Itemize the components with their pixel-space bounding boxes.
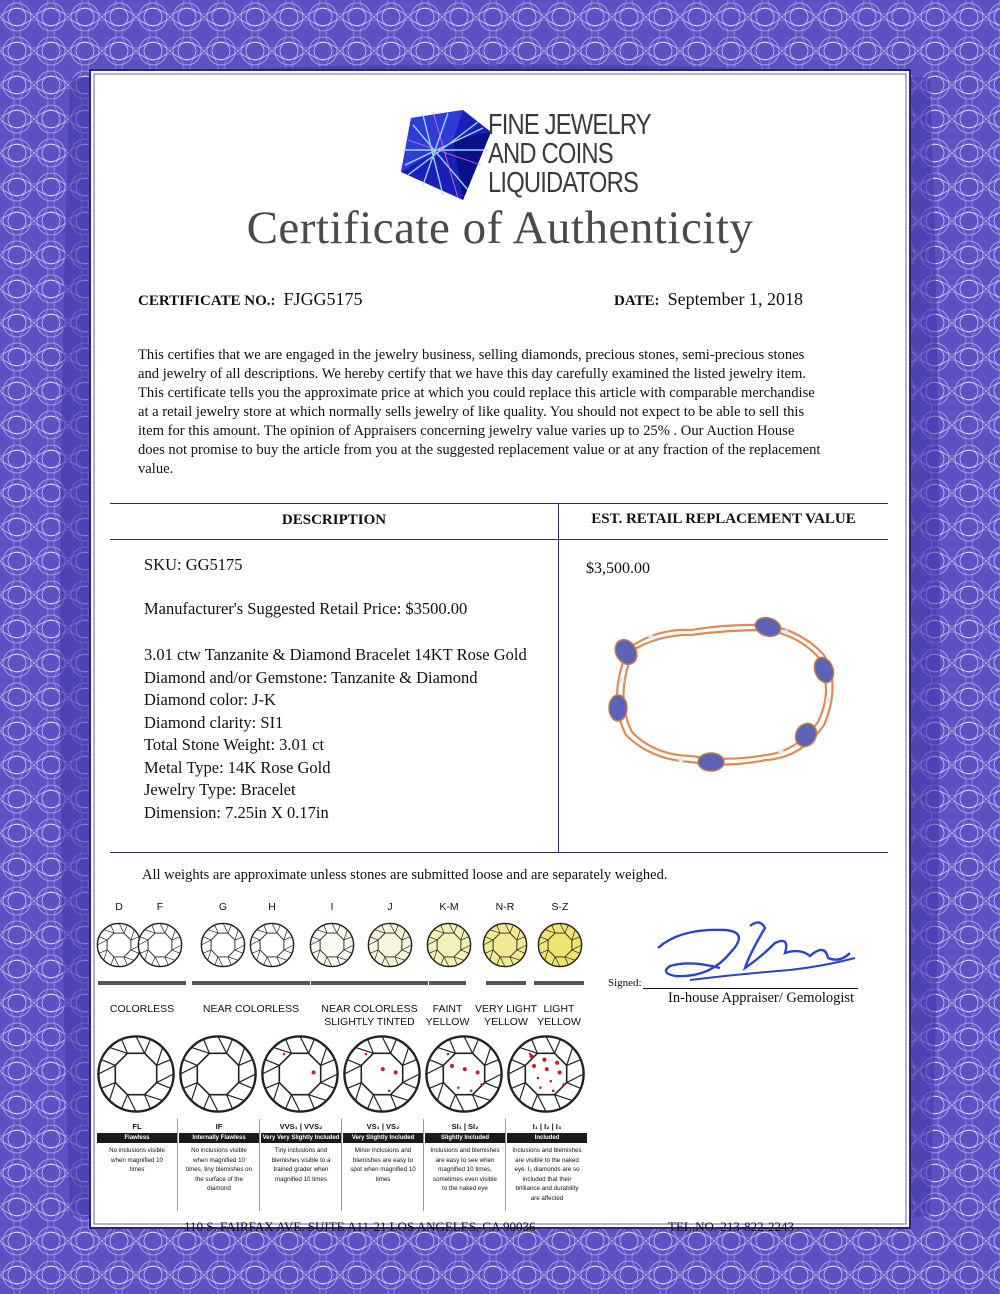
weights-note: All weights are approximate unless stones are submitted loose and are separately weighed. bbox=[142, 867, 668, 883]
signed-label: Signed: bbox=[608, 977, 642, 989]
appraiser-title: In-house Appraiser/ Gemologist bbox=[668, 990, 855, 1006]
color-grade-letter: K-M bbox=[439, 901, 459, 913]
clarity-diamond-icon bbox=[178, 1034, 258, 1119]
detail-line: Diamond color: J-K bbox=[144, 690, 276, 709]
color-grade-letter: D bbox=[115, 901, 123, 913]
clarity-description: Inclusions and blemishes are visible to the naked eye. I₃ diamonds are so included that their brilliance and durability are affected bbox=[512, 1147, 582, 1202]
table-top-rule bbox=[110, 503, 888, 504]
clarity-grade-name: Internally Flawless bbox=[179, 1133, 259, 1143]
footer-phone: TEL.NO. 213-822-2243 bbox=[668, 1219, 795, 1234]
detail-line: Diamond clarity: SI1 bbox=[144, 712, 284, 732]
color-group-bar bbox=[311, 981, 428, 985]
clarity-grade: VS₁ | VS₂ bbox=[366, 1122, 400, 1131]
description-header: DESCRIPTION bbox=[281, 512, 387, 528]
color-group-label: VERY LIGHT YELLOW bbox=[474, 1003, 538, 1028]
page-title: Certificate of Authenticity bbox=[246, 202, 754, 254]
clarity-grade-name: Flawless bbox=[97, 1133, 177, 1143]
clarity-diamond-icon bbox=[342, 1034, 422, 1119]
clarity-grade: FL bbox=[132, 1122, 142, 1131]
footer-address: 110 S. FAIRFAX AVE. SUITE A11-21 LOS ANGELES, CA 90036 bbox=[184, 1219, 536, 1234]
certificate-date-row bbox=[614, 289, 803, 310]
clarity-grade: IF bbox=[215, 1122, 223, 1131]
replacement-value: $3,500.00 bbox=[586, 560, 650, 577]
clarity-description: Minor inclusions and blemishes are easy to spot when magnified 10 times bbox=[350, 1147, 416, 1183]
value-header: EST. RETAIL REPLACEMENT VALUE bbox=[591, 511, 856, 527]
intro-line: This certificate tells you the approximate price at which you could replace this article with comparable merchandise bbox=[138, 385, 815, 401]
intro-line: does not promise to buy the article from you at the suggested replacement value or at any fraction of the replacement bbox=[138, 442, 821, 458]
color-group-label: NEAR COLORLESS bbox=[202, 1003, 300, 1015]
intro-paragraph bbox=[138, 346, 898, 479]
clarity-grade-name: Very Slightly Included bbox=[343, 1133, 423, 1143]
color-grade-diamond-icon bbox=[537, 922, 583, 973]
color-group-bar bbox=[98, 981, 186, 985]
table-column-divider bbox=[558, 503, 559, 853]
intro-line: value. bbox=[138, 461, 174, 477]
brand-name-line3: LIQUIDATORS bbox=[488, 167, 638, 199]
msrp: Manufacturer's Suggested Retail Price: $3500.00 bbox=[144, 599, 468, 618]
color-group-label: FAINT YELLOW bbox=[425, 1003, 470, 1028]
brand-name-line1: FINE JEWELRY bbox=[488, 109, 651, 141]
intro-line: and jewelry of all descriptions. We hereby certify that we have this day carefully examined the listed jewelry item. bbox=[138, 366, 807, 382]
color-group-label: COLORLESS bbox=[109, 1003, 175, 1015]
sku: SKU: GG5175 bbox=[144, 555, 243, 574]
detail-line: Metal Type: 14K Rose Gold bbox=[144, 757, 331, 777]
diamond-clarity-scale bbox=[96, 1034, 596, 1214]
detail-line: Diamond and/or Gemstone: Tanzanite & Diamond bbox=[144, 667, 478, 687]
brand-name-line2: AND COINS bbox=[488, 138, 613, 170]
clarity-description: Inclusions and blemishes are easy to see when magnified 10 times, sometimes even visible to the naked eye bbox=[430, 1147, 500, 1192]
color-grade-diamond-icon bbox=[137, 922, 183, 973]
color-group-bar bbox=[486, 981, 526, 985]
intro-line: This certifies that we are engaged in the jewelry business, selling diamonds, precious stones, semi-precious stones bbox=[138, 347, 805, 363]
certificate-date: September 1, 2018 bbox=[667, 289, 804, 309]
detail-line: Jewelry Type: Bracelet bbox=[144, 780, 296, 799]
clarity-description: Tiny inclusions and blemishes visible to a trained grader when magnified 10 times bbox=[271, 1147, 331, 1183]
color-grade-letter: N-R bbox=[495, 901, 515, 913]
clarity-grade-name: Very Very Slightly Included bbox=[262, 1135, 340, 1141]
clarity-diamond-icon bbox=[96, 1034, 176, 1119]
detail-line: 3.01 ctw Tanzanite & Diamond Bracelet 14KT Rose Gold bbox=[144, 645, 527, 664]
color-grade-diamond-icon bbox=[96, 922, 142, 973]
color-grade-diamond-icon bbox=[426, 922, 472, 973]
color-group-label: LIGHT YELLOW bbox=[537, 1003, 581, 1028]
color-grade-letter: I bbox=[330, 901, 334, 913]
color-grade-diamond-icon bbox=[249, 922, 295, 973]
color-grade-diamond-icon bbox=[309, 922, 355, 973]
color-grade-letter: S-Z bbox=[551, 901, 569, 913]
color-grade-letter: H bbox=[268, 901, 276, 913]
certificate-number-label: CERTIFICATE NO.: bbox=[138, 293, 276, 309]
clarity-grade-name: Slightly Included bbox=[425, 1133, 505, 1143]
detail-line: Dimension: 7.25in X 0.17in bbox=[144, 802, 329, 822]
table-bottom-rule bbox=[110, 852, 888, 853]
clarity-diamond-icon bbox=[424, 1034, 504, 1119]
color-group-bar bbox=[534, 981, 584, 985]
certificate-number-row bbox=[138, 289, 363, 310]
certificate-number: FJGG5175 bbox=[283, 289, 363, 309]
intro-line: item for this amount. The opinion of Appraisers concerning jewelry value varies up to 25% . Our Auction House bbox=[138, 423, 795, 439]
clarity-grade: VVS₁ | VVS₂ bbox=[279, 1122, 323, 1131]
signature-line bbox=[643, 988, 858, 989]
color-grade-diamond-icon bbox=[200, 922, 246, 973]
clarity-description: No inclusions visible when magnified 10 times, tiny blemishes on the surface of the diamond bbox=[185, 1147, 253, 1192]
item-details bbox=[144, 644, 527, 824]
color-grade-diamond-icon bbox=[482, 922, 528, 973]
date-label: DATE: bbox=[614, 293, 660, 309]
intro-line: at a retail jewelry store at which normally sells jewelry of like quality. You should not expect to be able to sell this bbox=[138, 404, 805, 420]
table-header-rule bbox=[110, 539, 888, 540]
clarity-grade: SI₁ | SI₂ bbox=[451, 1122, 479, 1131]
clarity-diamond-icon bbox=[260, 1034, 340, 1119]
signature-icon bbox=[650, 918, 865, 988]
brand-logo-icon bbox=[393, 110, 493, 200]
clarity-grade-name: Included bbox=[507, 1133, 587, 1143]
color-grade-letter: J bbox=[387, 901, 393, 913]
clarity-diamond-icon bbox=[506, 1034, 586, 1119]
color-group-bar bbox=[429, 981, 466, 985]
bracelet-image bbox=[596, 610, 856, 780]
diamond-color-scale bbox=[94, 898, 594, 1038]
clarity-description: No inclusions visible when magnified 10 times bbox=[109, 1147, 165, 1173]
color-group-bar bbox=[192, 981, 310, 985]
color-grade-letter: G bbox=[218, 901, 228, 913]
clarity-grade: I₁ | I₂ | I₃ bbox=[532, 1122, 562, 1131]
detail-line: Total Stone Weight: 3.01 ct bbox=[144, 735, 325, 754]
color-grade-letter: F bbox=[156, 901, 164, 913]
color-group-label: NEAR COLORLESS SLIGHTLY TINTED bbox=[321, 1003, 418, 1028]
color-grade-diamond-icon bbox=[367, 922, 413, 973]
